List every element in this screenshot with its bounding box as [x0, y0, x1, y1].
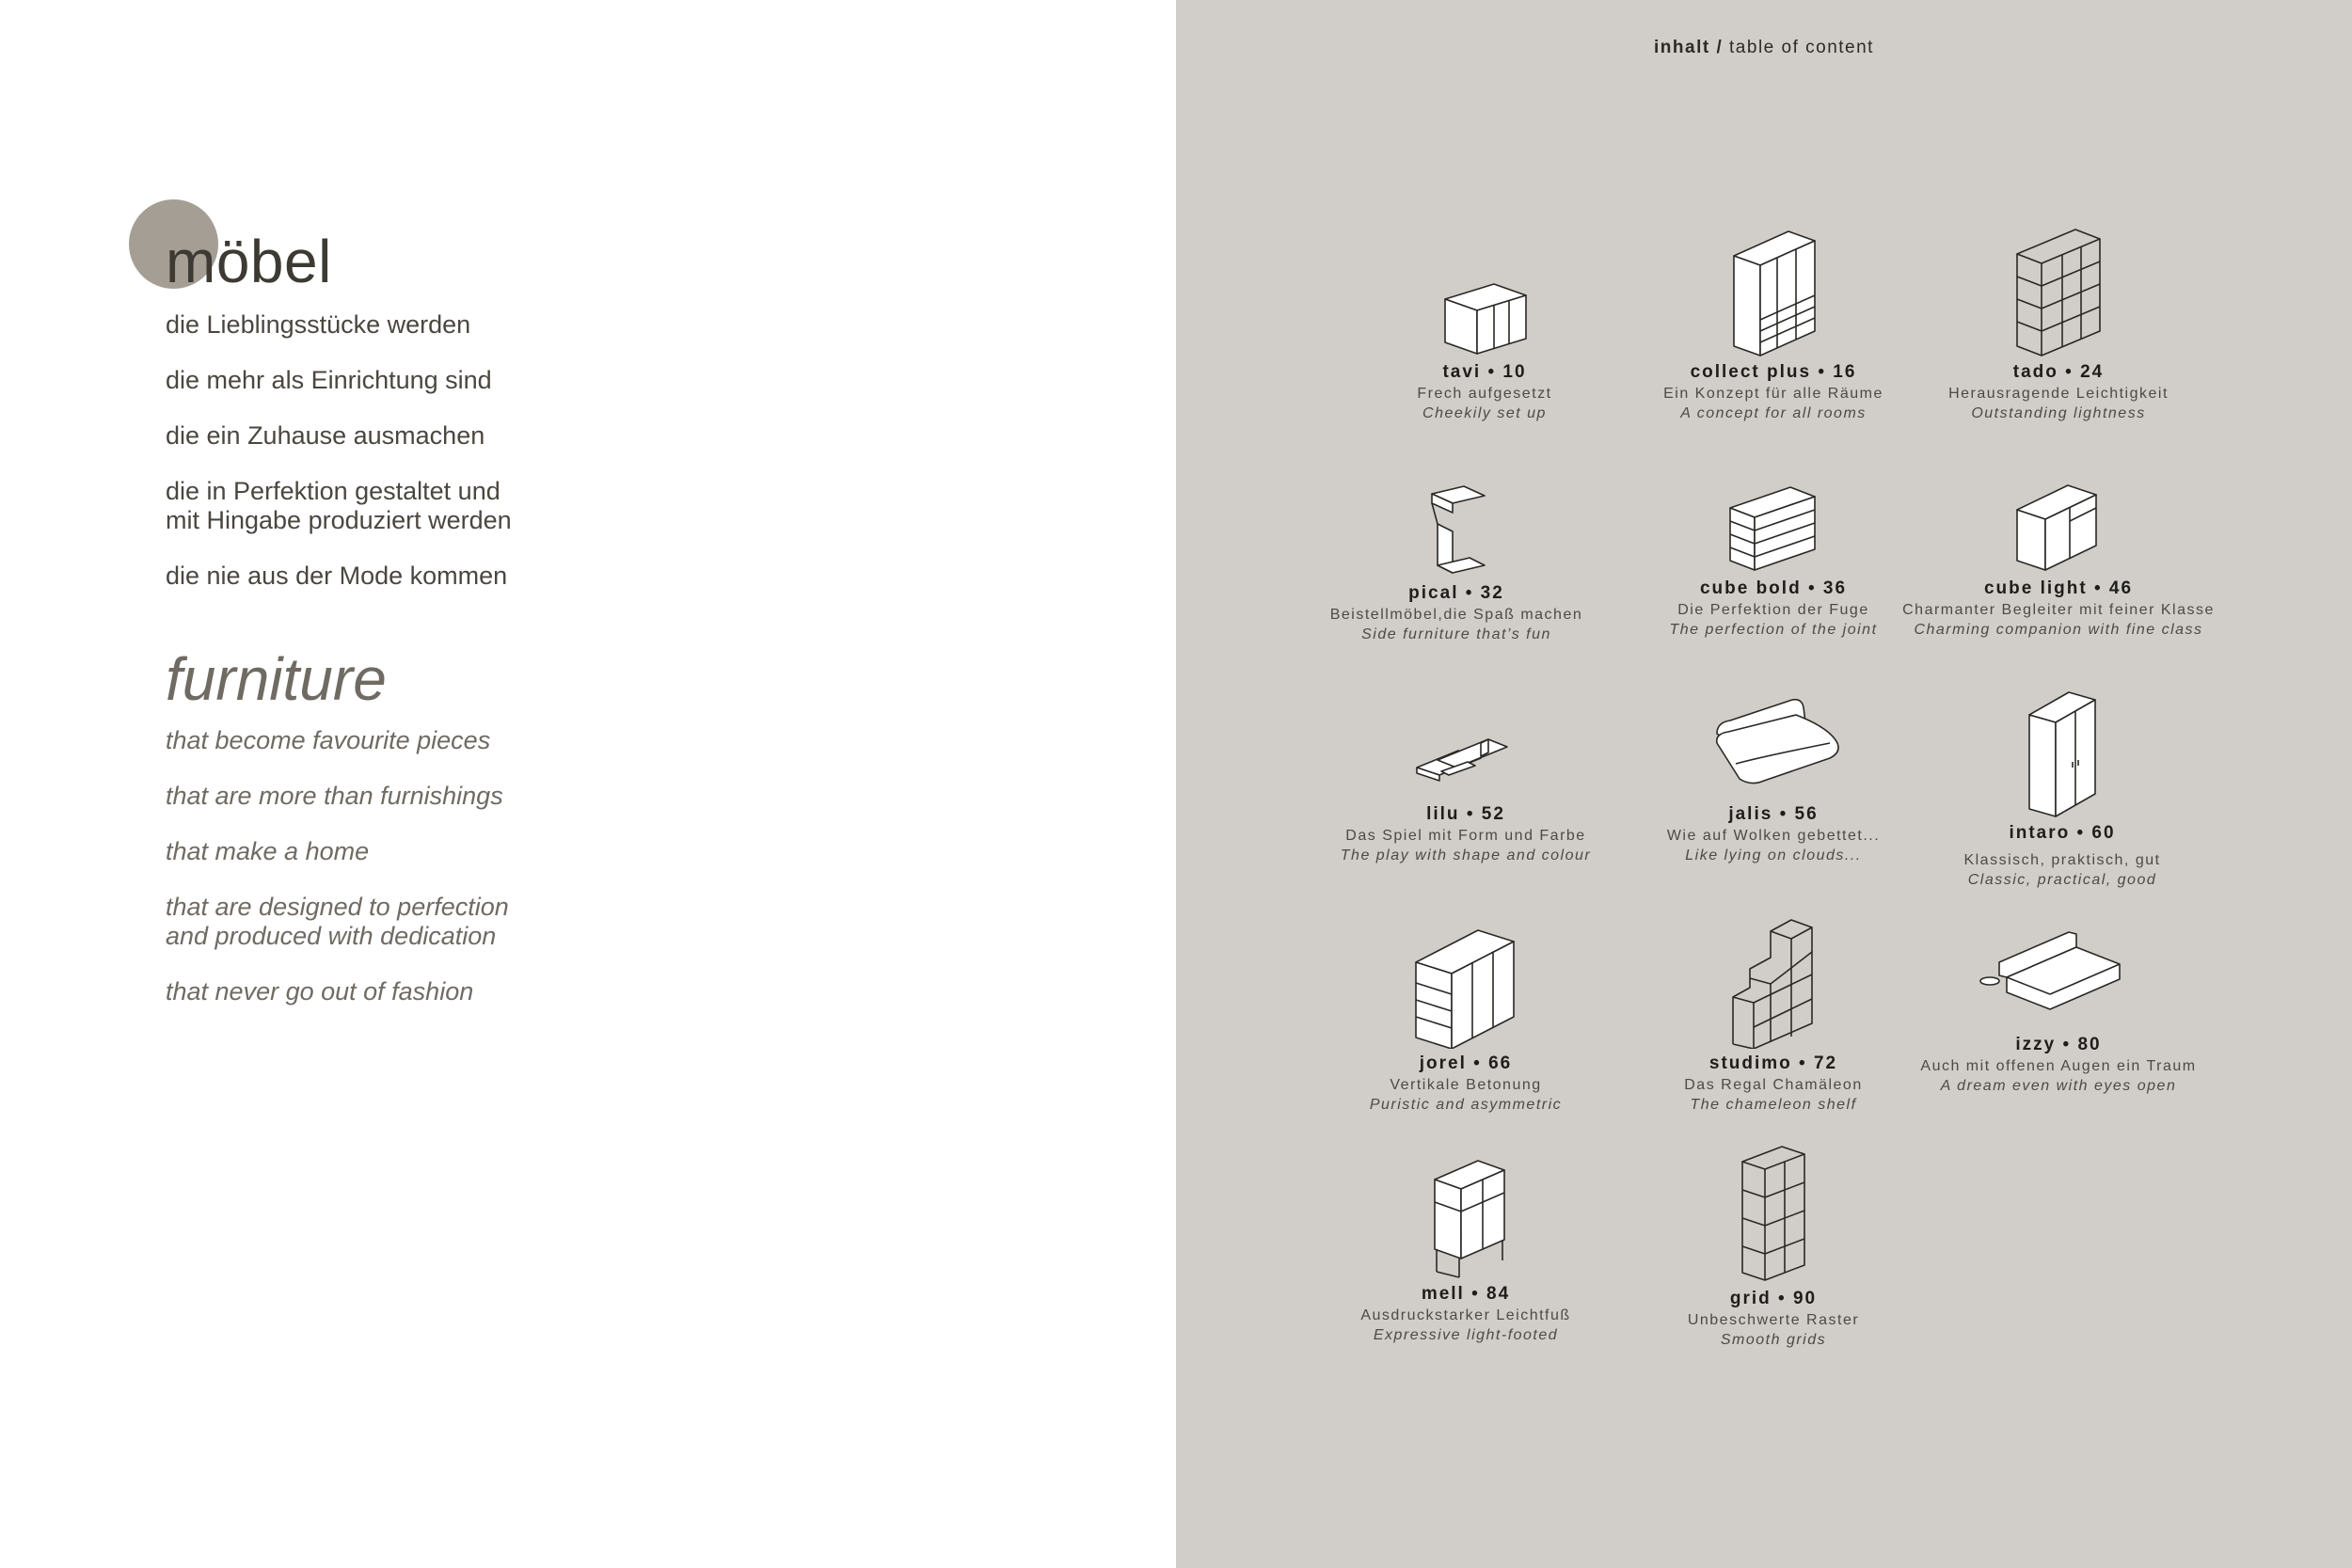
- line-de-2: die mehr als Einrichtung sind: [166, 366, 492, 394]
- toc-item-intaro[interactable]: intaro • 60 Klassisch, praktisch, gut Classic, practical, good: [1893, 687, 2232, 890]
- wall-shelf-icon: [1409, 715, 1522, 800]
- toc-item-tado[interactable]: tado • 24 Herausragende Leichtigkeit Outstanding lightness: [1889, 226, 2228, 423]
- bed-icon: [1979, 927, 2138, 1030]
- line-en-3: that make a home: [166, 837, 370, 865]
- lines-en: [166, 726, 824, 1033]
- line-de-5: die nie aus der Mode kommen: [166, 562, 508, 590]
- step-shelf-icon: [1722, 912, 1825, 1049]
- line-de-3: die ein Zuhause ausmachen: [166, 421, 485, 450]
- wardrobe-drawers-icon: [1717, 226, 1830, 357]
- drawer-chest-icon: [1717, 480, 1830, 574]
- line-en-5: that never go out of fashion: [166, 977, 474, 1006]
- toc-item-lilu[interactable]: lilu • 52 Das Spiel mit Form und Farbe The play with shape and colour: [1296, 715, 1635, 865]
- toc-item-mell[interactable]: mell • 84 Ausdruckstarker Leichtfuß Expressive light-footed: [1296, 1157, 1635, 1345]
- line-de-1: die Lieblingsstücke werden: [166, 310, 471, 339]
- cabinet-icon: [2002, 480, 2115, 574]
- wardrobe-icon: [1405, 917, 1527, 1049]
- toc-item-tavi[interactable]: tavi • 10 Frech aufgesetzt Cheekily set up: [1315, 254, 1654, 423]
- right-page: [1176, 0, 2352, 1568]
- tall-wardrobe-icon: [2010, 687, 2114, 818]
- toc-item-studimo[interactable]: studimo • 72 Das Regal Chamäleon The chameleon shelf: [1604, 912, 1943, 1115]
- grid-shelf-icon: [1722, 1143, 1825, 1284]
- sideboard-icon: [1428, 254, 1541, 357]
- toc-item-collect-plus[interactable]: collect plus • 16 Ein Konzept für alle Räume A concept for all rooms: [1604, 226, 1943, 423]
- line-en-4: that are designed to perfection and produced with dedication: [166, 893, 509, 950]
- toc-item-pical[interactable]: pical • 32 Beistellmöbel,die Spaß machen Side furniture that’s fun: [1287, 484, 1626, 644]
- soft-bed-icon: [1698, 696, 1849, 800]
- heading-de: möbel: [166, 228, 332, 295]
- highboard-icon: [1414, 1157, 1518, 1279]
- toc-item-grid[interactable]: grid • 90 Unbeschwerte Raster Smooth grids: [1604, 1143, 1943, 1350]
- line-en-1: that become favourite pieces: [166, 726, 491, 754]
- toc-item-jorel[interactable]: jorel • 66 Vertikale Betonung Puristic and asymmetric: [1296, 917, 1635, 1115]
- side-table-icon: [1400, 484, 1513, 578]
- lines-de: [166, 310, 824, 617]
- line-en-2: that are more than furnishings: [166, 782, 503, 810]
- toc-title-bold: inhalt /: [1654, 38, 1724, 57]
- toc-title: [1176, 38, 2352, 58]
- heading-en: furniture: [166, 645, 387, 713]
- toc-item-cube-light[interactable]: cube light • 46 Charmanter Begleiter mit feiner Klasse Charming companion with fine class: [1889, 480, 2228, 640]
- toc-item-jalis[interactable]: jalis • 56 Wie auf Wolken gebettet... Like lying on clouds...: [1604, 696, 1943, 865]
- toc-item-cube-bold[interactable]: cube bold • 36 Die Perfektion der Fuge The perfection of the joint: [1604, 480, 1943, 640]
- toc-title-rest: table of content: [1729, 38, 1874, 57]
- toc-item-izzy[interactable]: izzy • 80 Auch mit offenen Augen ein Traum A dream even with eyes open: [1889, 927, 2228, 1096]
- open-shelf-icon: [2002, 226, 2115, 357]
- line-de-4: die in Perfektion gestaltet und mit Hingabe produziert werden: [166, 477, 512, 534]
